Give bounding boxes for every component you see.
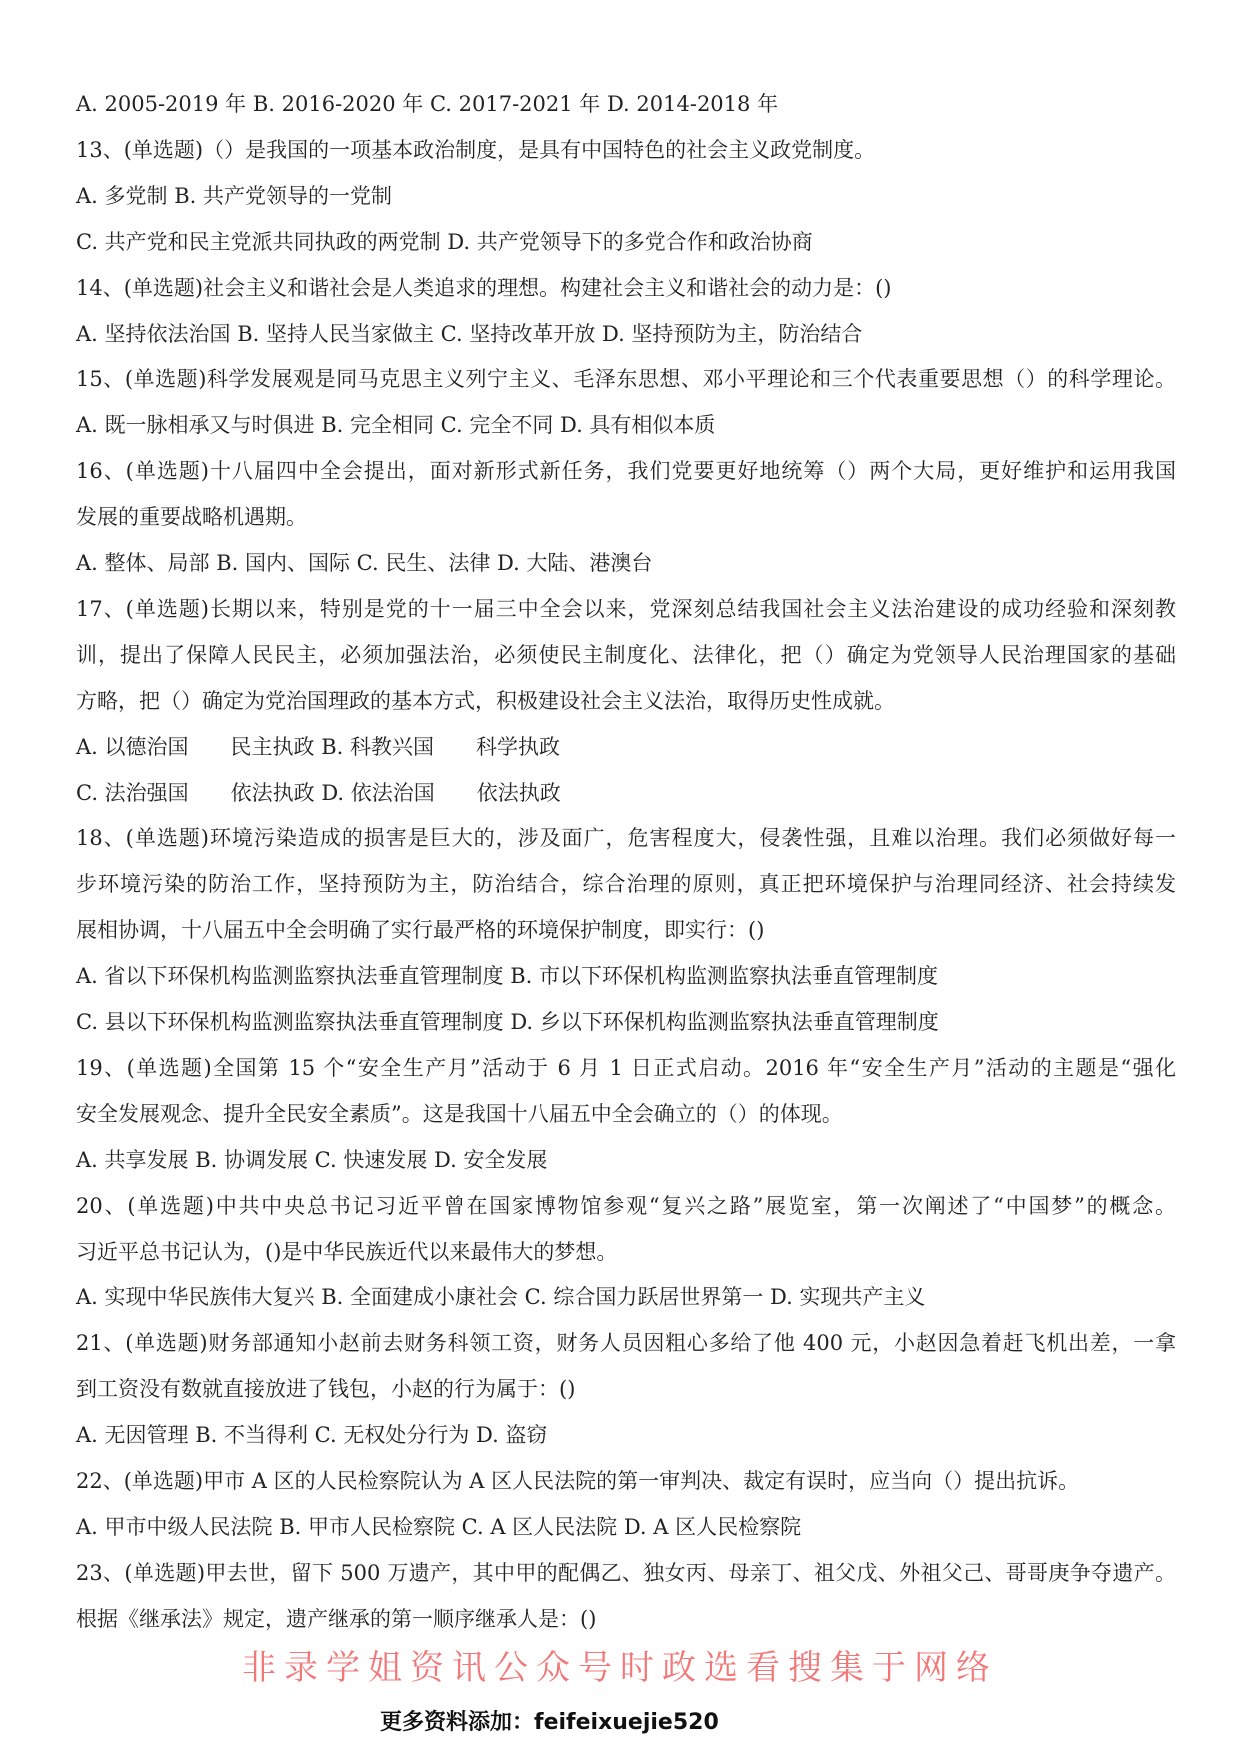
text-line: 21、(单选题)财务部通知小赵前去财务科领工资，财务人员因粗心多给了他 400 元，小赵因急着赶飞机出差，一拿 (76, 1331, 1176, 1356)
text-line: A. 甲市中级人民法院 B. 甲市人民检察院 C. A 区人民法院 D. A 区人民检察院 (76, 1514, 802, 1539)
text-line: A. 以德治国 民主执政 B. 科教兴国 科学执政 (76, 734, 560, 759)
text-line: 15、(单选题)科学发展观是同马克思主义列宁主义、毛泽东思想、邓小平理论和三个代表重要思想（）的科学理论。 (76, 367, 1176, 392)
text-line: 19、(单选题)全国第 15 个“安全生产月”活动于 6 月 1 日正式启动。2016 年“安全生产月”活动的主题是“强化 (76, 1055, 1176, 1080)
text-line: A. 实现中华民族伟大复兴 B. 全面建成小康社会 C. 综合国力跃居世界第一 D. 实现共产主义 (76, 1285, 926, 1310)
text-line: 发展的重要战略机遇期。 (76, 505, 307, 530)
text-line: 习近平总书记认为，()是中华民族近代以来最伟大的梦想。 (76, 1239, 618, 1264)
text-line: 16、(单选题)十八届四中全会提出，面对新形式新任务，我们党要更好地统筹（）两个大局，更好维护和运用我国 (76, 459, 1176, 484)
text-line: 23、(单选题)甲去世，留下 500 万遗产，其中甲的配偶乙、独女丙、母亲丁、祖父戊、外祖父己、哥哥庚争夺遗产。 (76, 1560, 1176, 1585)
footer-contact: 更多资料添加：feifeixuejie520 (380, 1710, 719, 1735)
text-line: A. 既一脉相承又与时俱进 B. 完全相同 C. 完全不同 D. 具有相似本质 (76, 413, 716, 438)
text-line: 13、(单选题)（）是我国的一项基本政治制度，是具有中国特色的社会主义政党制度。 (76, 137, 876, 162)
text-line: 方略，把（）确定为党治国理政的基本方式，积极建设社会主义法治，取得历史性成就。 (76, 688, 895, 713)
text-line: A. 2005-2019 年 B. 2016-2020 年 C. 2017-2021 年 D. 2014-2018 年 (76, 92, 779, 116)
text-line: 17、(单选题)长期以来，特别是党的十一届三中全会以来，党深刻总结我国社会主义法治建设的成功经验和深刻教 (76, 596, 1176, 621)
text-line: 14、(单选题)社会主义和谐社会是人类追求的理想。构建社会主义和谐社会的动力是：() (76, 275, 892, 300)
text-line: 步环境污染的防治工作，坚持预防为主，防治结合，综合治理的原则，真正把环境保护与治理同经济、社会持续发 (76, 872, 1176, 897)
text-line: 展相协调，十八届五中全会明确了实行最严格的环境保护制度，即实行：() (76, 918, 765, 943)
text-line: A. 坚持依法治国 B. 坚持人民当家做主 C. 坚持改革开放 D. 坚持预防为主，防治结合 (76, 321, 863, 346)
text-line: 安全发展观念、提升全民安全素质”。这是我国十八届五中全会确立的（）的体现。 (76, 1101, 843, 1126)
text-line: 18、(单选题)环境污染造成的损害是巨大的，涉及面广，危害程度大，侵袭性强，且难以治理。我们必须做好每一 (76, 826, 1176, 851)
text-line: A. 省以下环保机构监测监察执法垂直管理制度 B. 市以下环保机构监测监察执法垂直管理制度 (76, 964, 938, 989)
text-line: A. 整体、局部 B. 国内、国际 C. 民生、法律 D. 大陆、港澳台 (76, 551, 653, 575)
text-line: A. 多党制 B. 共产党领导的一党制 (76, 183, 392, 208)
text-line: C. 共产党和民主党派共同执政的两党制 D. 共产党领导下的多党合作和政治协商 (76, 229, 813, 254)
text-line: 20、(单选题)中共中央总书记习近平曾在国家博物馆参观“复兴之路”展览室，第一次阐述了“中国梦”的概念。 (76, 1193, 1176, 1218)
text-line: C. 县以下环保机构监测监察执法垂直管理制度 D. 乡以下环保机构监测监察执法垂直管理制度 (76, 1010, 939, 1034)
text-line: 到工资没有数就直接放进了钱包，小赵的行为属于：() (76, 1377, 576, 1402)
text-line: 22、(单选题)甲市 A 区的人民检察院认为 A 区人民法院的第一审判决、裁定有误时，应当向（）提出抗诉。 (76, 1469, 1080, 1493)
text-line: A. 共享发展 B. 协调发展 C. 快速发展 D. 安全发展 (76, 1147, 548, 1172)
text-line: C. 法治强国 依法执政 D. 依法治国 依法执政 (76, 780, 561, 805)
text-line: 根据《继承法》规定，遗产继承的第一顺序继承人是：() (76, 1606, 597, 1631)
text-line: A. 无因管理 B. 不当得利 C. 无权处分行为 D. 盗窃 (76, 1423, 548, 1448)
text-line: 训，提出了保障人民民主，必须加强法治，必须使民主制度化、法律化，把（）确定为党领导人民治理国家的基础 (76, 642, 1176, 667)
watermark: 非录学姐资讯公众号时政选看搜集于网络 (242, 1648, 998, 1688)
